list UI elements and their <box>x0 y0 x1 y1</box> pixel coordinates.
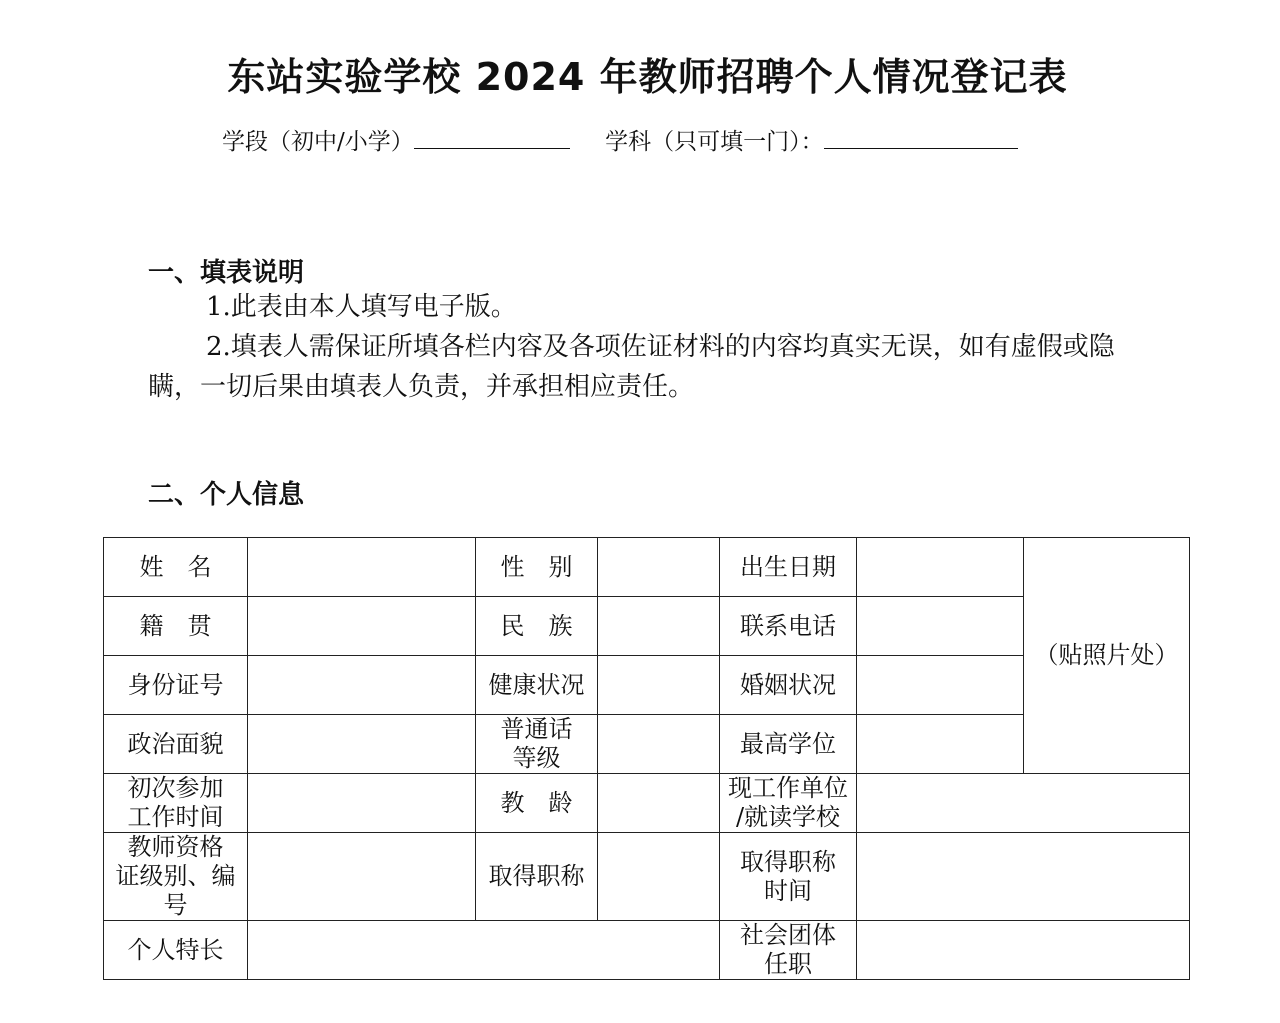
label-ethnicity: 民 族 <box>476 597 598 656</box>
subject-label: 学科（只可填一门）： <box>605 129 824 155</box>
field-marital[interactable] <box>857 656 1024 715</box>
instruction-item-1: 1.此表由本人填写电子版。 <box>206 292 517 322</box>
label-teaching-years: 教 龄 <box>476 774 598 833</box>
label-marital: 婚姻状况 <box>720 656 857 715</box>
label-degree: 最高学位 <box>720 715 857 774</box>
field-teaching-years[interactable] <box>598 774 720 833</box>
field-social[interactable] <box>857 921 1190 980</box>
label-title-obtained: 取得职称 <box>476 833 598 921</box>
stage-label: 学段（初中/小学） <box>222 129 414 155</box>
field-title-obtained[interactable] <box>598 833 720 921</box>
label-specialty: 个人特长 <box>104 921 248 980</box>
subject-blank[interactable] <box>824 122 1018 149</box>
label-gender: 性 别 <box>476 538 598 597</box>
header-line <box>222 122 1018 156</box>
label-id: 身份证号 <box>104 656 248 715</box>
field-native[interactable] <box>248 597 476 656</box>
label-social: 社会团体 任职 <box>720 921 857 980</box>
instructions-body <box>148 287 1158 407</box>
field-id[interactable] <box>248 656 476 715</box>
personal-info-table <box>103 537 1190 980</box>
field-birth[interactable] <box>857 538 1024 597</box>
section-personal-heading: 二、个人信息 <box>148 480 305 510</box>
label-title-time: 取得职称 时间 <box>720 833 857 921</box>
label-cert: 教师资格 证级别、编号 <box>104 833 248 921</box>
instruction-item-2: 2.填表人需保证所填各栏内容及各项佐证材料的内容均真实无误，如有虚假或隐瞒，一切后果由填表人负责，并承担相应责任。 <box>148 332 1115 402</box>
field-cert[interactable] <box>248 833 476 921</box>
field-health[interactable] <box>598 656 720 715</box>
field-ethnicity[interactable] <box>598 597 720 656</box>
label-workplace: 现工作单位 /就读学校 <box>720 774 857 833</box>
stage-blank[interactable] <box>414 122 570 149</box>
field-first-work[interactable] <box>248 774 476 833</box>
field-phone[interactable] <box>857 597 1024 656</box>
field-gender[interactable] <box>598 538 720 597</box>
field-specialty[interactable] <box>248 921 720 980</box>
field-political[interactable] <box>248 715 476 774</box>
field-workplace[interactable] <box>857 774 1190 833</box>
field-mandarin[interactable] <box>598 715 720 774</box>
form-title: 东站实验学校 2024 年教师招聘个人情况登记表 <box>227 55 1068 99</box>
field-title-time[interactable] <box>857 833 1190 921</box>
label-political: 政治面貌 <box>104 715 248 774</box>
label-mandarin: 普通话 等级 <box>476 715 598 774</box>
label-health: 健康状况 <box>476 656 598 715</box>
field-degree[interactable] <box>857 715 1024 774</box>
photo-placeholder[interactable]: （贴照片处） <box>1024 538 1190 774</box>
label-phone: 联系电话 <box>720 597 857 656</box>
label-birth: 出生日期 <box>720 538 857 597</box>
label-name: 姓 名 <box>104 538 248 597</box>
label-native: 籍 贯 <box>104 597 248 656</box>
section-instructions-heading: 一、填表说明 <box>148 258 305 288</box>
field-name[interactable] <box>248 538 476 597</box>
label-first-work: 初次参加 工作时间 <box>104 774 248 833</box>
